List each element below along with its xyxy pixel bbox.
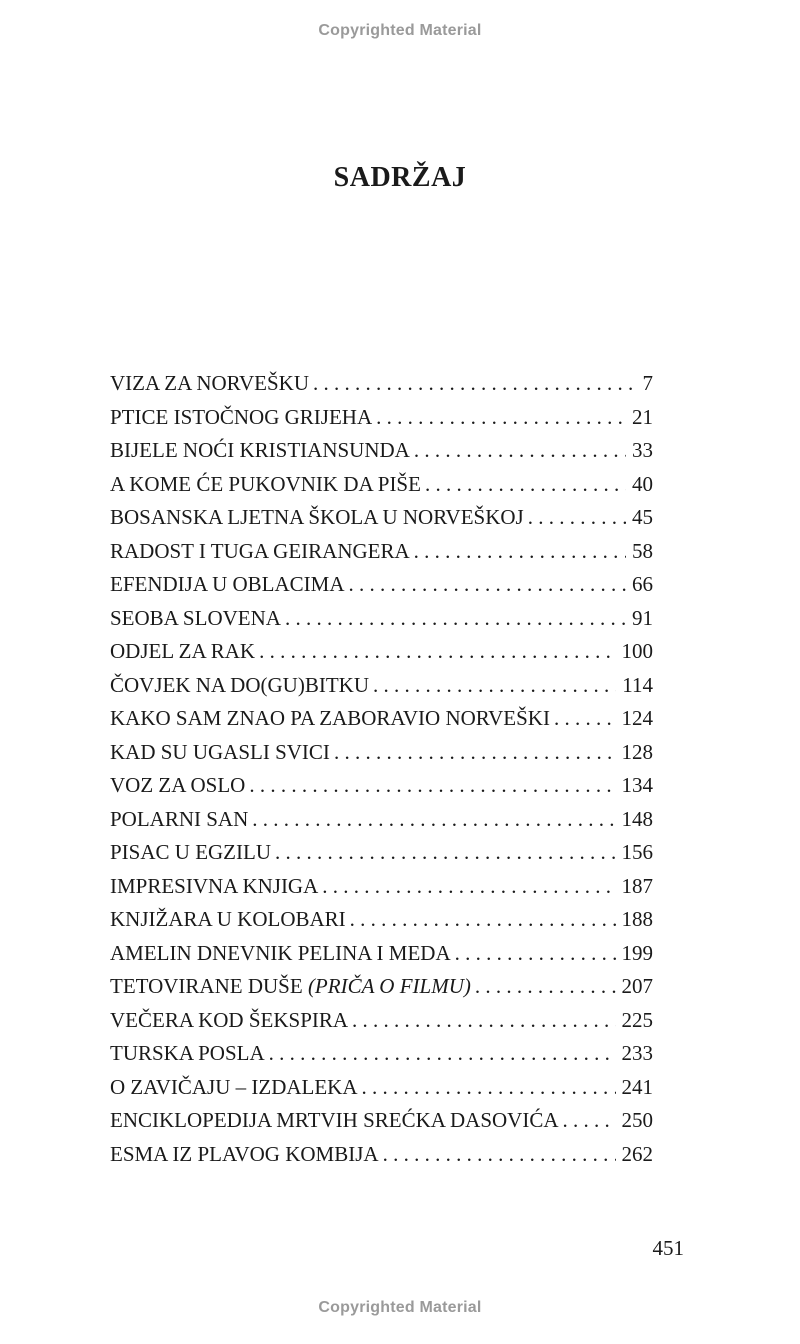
toc-entry-page: 187: [621, 873, 653, 898]
toc-entry-page: 124: [621, 706, 653, 730]
toc-entry: [110, 434, 653, 468]
toc-entry: [110, 903, 653, 937]
toc-dot-leader: [554, 702, 616, 736]
toc-entry-title-text: TETOVIRANE DUŠE: [110, 974, 303, 998]
toc-entry-title: [110, 836, 275, 870]
page-title: SADRŽAJ: [333, 162, 467, 193]
toc-entry-title: [110, 635, 259, 669]
toc-dot-leader: [322, 870, 615, 904]
toc-entry-title-text: KAD SU UGASLI SVICI: [110, 739, 330, 764]
toc-entry-page: 33: [632, 438, 653, 462]
toc-entry-title-text: ODJEL ZA RAK: [110, 639, 256, 663]
toc-entry-title: [110, 1037, 269, 1071]
toc-entry-title: [110, 803, 252, 837]
toc-entry: [110, 568, 653, 602]
toc-entry: [110, 803, 653, 837]
toc-entry-title: [110, 568, 349, 602]
toc-dot-leader: [334, 736, 616, 770]
toc-entry-page: 250: [621, 1108, 653, 1132]
table-of-contents: [110, 367, 653, 1171]
toc-entry-title: [110, 1138, 383, 1172]
toc-entry-title: [110, 669, 373, 703]
toc-dot-leader: [259, 635, 615, 669]
toc-entry: [110, 669, 653, 703]
toc-entry-page: 241: [621, 1074, 653, 1099]
toc-entry-title: [110, 434, 414, 468]
toc-dot-leader: [252, 803, 615, 837]
toc-dot-leader: [269, 1037, 616, 1071]
toc-entry: [110, 836, 653, 870]
toc-entry-title: [110, 401, 376, 435]
toc-dot-leader: [528, 501, 626, 535]
toc-dot-leader: [349, 568, 626, 602]
toc-dot-leader: [373, 669, 616, 703]
toc-entry: [110, 635, 653, 669]
copyright-watermark-top: Copyrighted Material: [318, 22, 482, 39]
toc-entry: [110, 468, 653, 502]
toc-entry-title: [110, 1004, 352, 1038]
toc-dot-leader: [475, 970, 616, 1004]
toc-dot-leader: [352, 1004, 615, 1038]
toc-entry-title-text: O ZAVIČAJU – IZDALEKA: [110, 1074, 358, 1099]
toc-entry: [110, 367, 653, 401]
toc-entry-title: [110, 1071, 362, 1105]
toc-entry-page: 91: [632, 605, 653, 630]
toc-entry-title-text: EFENDIJA U OBLACIMA: [110, 572, 345, 596]
toc-entry-title: [110, 870, 322, 904]
toc-dot-leader: [563, 1104, 616, 1138]
toc-entry-page: 128: [621, 739, 653, 764]
toc-entry-title: [110, 1104, 563, 1138]
toc-entry: [110, 702, 653, 736]
toc-entry: [110, 970, 653, 1004]
toc-entry-title-text: A KOME ĆE PUKOVNIK DA PIŠE: [110, 471, 421, 496]
toc-entry-title-text: VIZA ZA NORVEŠKU: [110, 371, 309, 395]
toc-entry-title: [110, 736, 334, 770]
copyright-watermark-bottom: Copyrighted Material: [318, 1299, 482, 1316]
toc-entry-page: 207: [621, 974, 653, 998]
toc-entry: [110, 1004, 653, 1038]
toc-entry-title-text: KNJIŽARA U KOLOBARI: [110, 907, 346, 931]
toc-dot-leader: [425, 468, 626, 502]
toc-entry-page: 58: [632, 538, 653, 563]
toc-entry-page: 114: [622, 672, 653, 697]
toc-entry-title-text: KAKO SAM ZNAO PA ZABORAVIO NORVEŠKI: [110, 706, 550, 730]
toc-entry: [110, 1037, 653, 1071]
toc-entry-title-text: SEOBA SLOVENA: [110, 605, 281, 630]
toc-entry-title: [110, 367, 313, 401]
toc-entry-title-text: PTICE ISTOČNOG GRIJEHA: [110, 404, 373, 429]
toc-entry: [110, 602, 653, 636]
toc-entry-title: [110, 468, 425, 502]
toc-entry-title-text: AMELIN DNEVNIK PELINA I MEDA: [110, 940, 451, 965]
toc-entry-title: [110, 702, 554, 736]
toc-entry-page: 233: [621, 1041, 653, 1065]
toc-entry: [110, 1138, 653, 1172]
toc-entry: [110, 736, 653, 770]
toc-entry-title-text: ENCIKLOPEDIJA MRTVIH SREĆKA DASOVIĆA: [110, 1108, 559, 1132]
toc-dot-leader: [350, 903, 616, 937]
page-number: 451: [652, 1236, 684, 1260]
toc-entry-title-text: POLARNI SAN: [110, 806, 249, 831]
toc-entry-title-text: RADOST I TUGA GEIRANGERA: [110, 538, 410, 563]
toc-entry-page: 134: [621, 773, 653, 797]
toc-entry-page: 40: [632, 471, 653, 496]
toc-entry-title: [110, 501, 528, 535]
toc-entry-title: [110, 970, 475, 1004]
toc-entry: [110, 1104, 653, 1138]
toc-entry-title: [110, 937, 455, 971]
toc-entry: [110, 870, 653, 904]
toc-entry-page: 199: [621, 940, 653, 965]
toc-dot-leader: [275, 836, 616, 870]
toc-entry: [110, 501, 653, 535]
toc-entry-page: 148: [621, 806, 653, 831]
toc-entry-page: 188: [621, 907, 653, 931]
toc-entry-title-text: ČOVJEK NA DO(GU)BITKU: [110, 672, 369, 697]
toc-dot-leader: [414, 434, 626, 468]
toc-dot-leader: [383, 1138, 616, 1172]
toc-entry-page: 156: [621, 840, 653, 864]
toc-entry-title-text: BOSANSKA LJETNA ŠKOLA U NORVEŠKOJ: [110, 505, 524, 529]
toc-entry: [110, 401, 653, 435]
toc-entry-subtitle: (PRIČA O FILMU): [307, 974, 471, 998]
toc-entry-title-text: VOZ ZA OSLO: [110, 773, 246, 797]
toc-entry-title-text: ESMA IZ PLAVOG KOMBIJA: [110, 1141, 379, 1166]
toc-entry-title: [110, 535, 414, 569]
toc-entry-title: [110, 769, 249, 803]
toc-entry-page: 100: [621, 639, 653, 663]
toc-entry-title-text: TURSKA POSLA: [110, 1041, 265, 1065]
toc-entry-title-text: BIJELE NOĆI KRISTIANSUNDA: [110, 438, 410, 462]
toc-dot-leader: [362, 1071, 616, 1105]
toc-dot-leader: [285, 602, 626, 636]
toc-entry-title-text: VEČERA KOD ŠEKSPIRA: [110, 1007, 349, 1032]
toc-entry: [110, 535, 653, 569]
toc-entry-title-text: IMPRESIVNA KNJIGA: [110, 873, 319, 898]
toc-entry-page: 7: [642, 371, 653, 395]
toc-entry: [110, 937, 653, 971]
toc-entry-title: [110, 602, 285, 636]
toc-dot-leader: [414, 535, 626, 569]
toc-entry-title-text: PISAC U EGZILU: [110, 840, 271, 864]
toc-entry-title: [110, 903, 350, 937]
toc-entry-page: 225: [621, 1007, 653, 1032]
toc-dot-leader: [313, 367, 637, 401]
toc-entry-page: 21: [632, 404, 653, 429]
toc-entry: [110, 769, 653, 803]
toc-dot-leader: [455, 937, 616, 971]
toc-dot-leader: [376, 401, 626, 435]
toc-entry-page: 262: [621, 1141, 653, 1166]
toc-dot-leader: [249, 769, 615, 803]
toc-entry-page: 66: [632, 572, 653, 596]
toc-entry: [110, 1071, 653, 1105]
toc-entry-page: 45: [632, 505, 653, 529]
